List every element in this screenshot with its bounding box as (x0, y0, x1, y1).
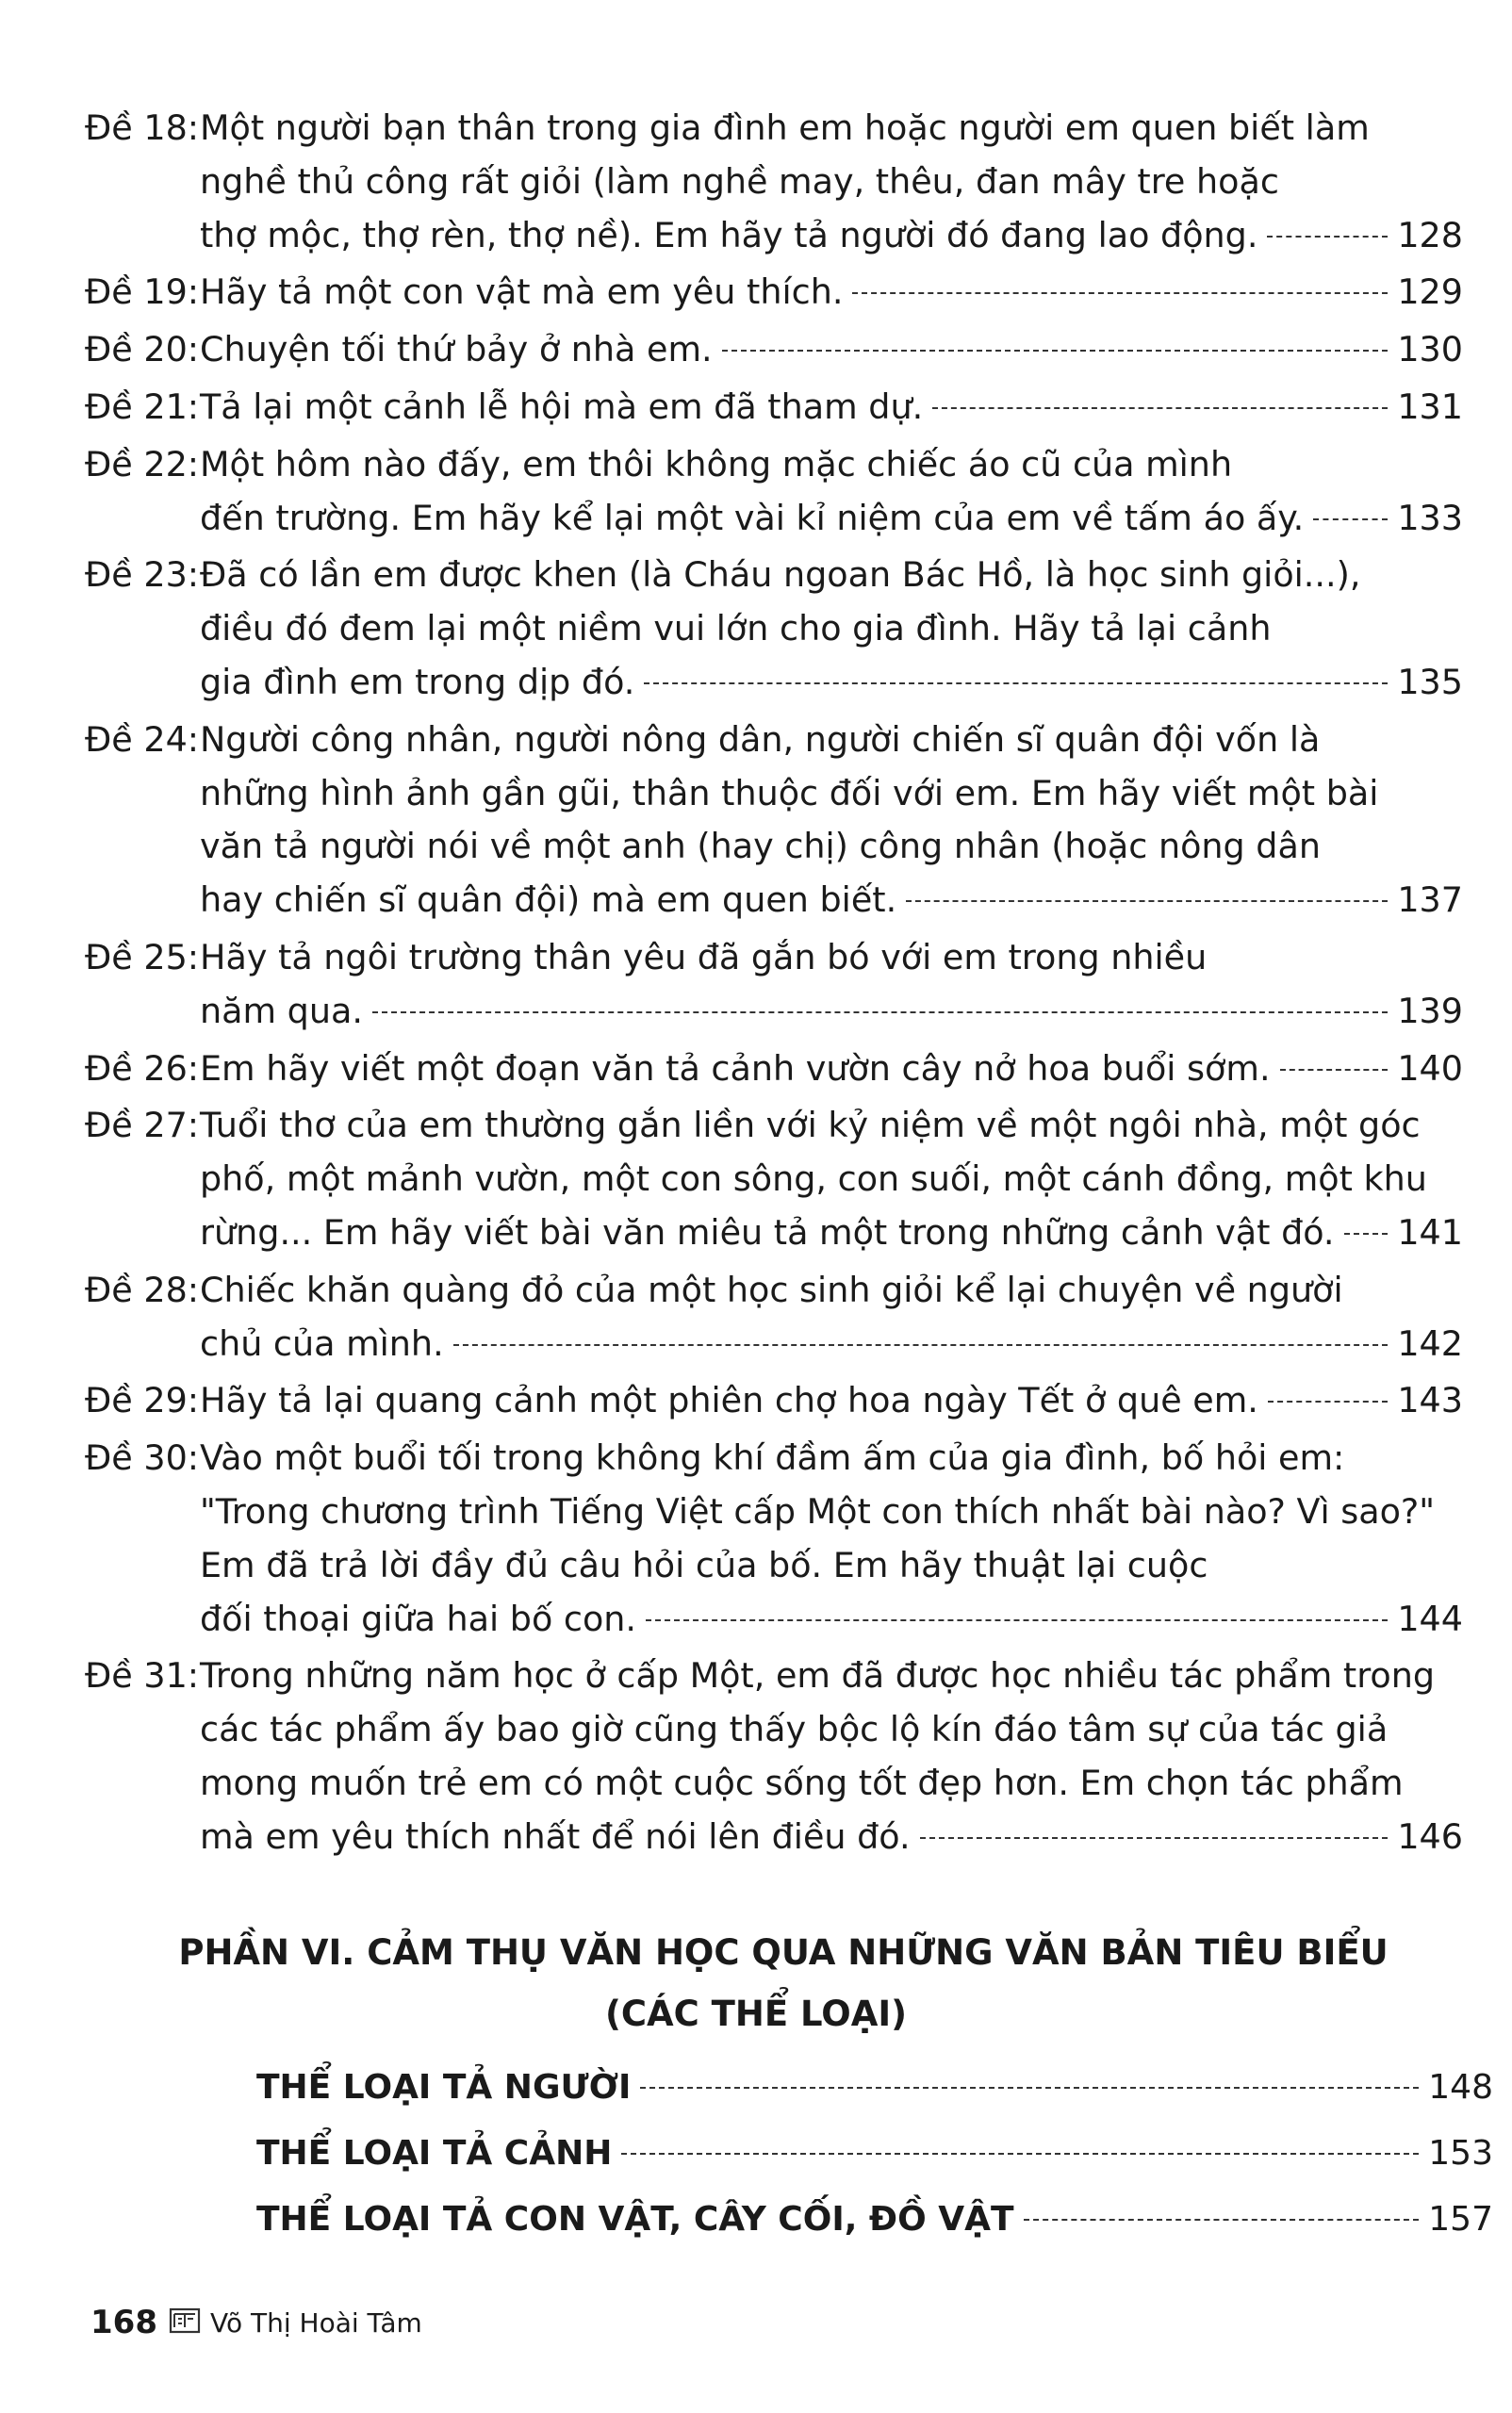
part-title: PHẦN VI. CẢM THỤ VĂN HỌC QUA NHỮNG VĂN BẢN TIÊU BIỂU (178, 1932, 1389, 1973)
entry-line-text: đến trường. Em hãy kể lại một vài kỉ niệm của em về tấm áo ấy. (200, 497, 1305, 538)
entry-line-text: Tả lại một cảnh lễ hội mà em đã tham dự. (200, 386, 924, 427)
toc-entry (85, 931, 1493, 1039)
entry-number: Đề 29: (85, 1380, 200, 1421)
dot-leader (1344, 1233, 1389, 1235)
entry-number: Đề 20: (85, 329, 200, 370)
entry-number: Đề 25: (85, 936, 200, 977)
entry-line: Tuổi thơ của em thường gắn liền với kỷ niệm về một ngôi nhà, một góc (200, 1105, 1421, 1146)
entry-line (200, 1811, 1463, 1864)
entry-page: 137 (1397, 879, 1463, 921)
dot-leader (1280, 1069, 1389, 1071)
genre-label: THỂ LOẠI TẢ CẢNH (256, 2134, 613, 2173)
toc-entry (85, 714, 1493, 927)
page-footer (90, 2304, 422, 2341)
entry-title (200, 1042, 1463, 1096)
genre-page: 153 (1428, 2134, 1493, 2173)
dot-leader (372, 1011, 1388, 1013)
genre-list (256, 2055, 1493, 2253)
entry-title (200, 323, 1463, 377)
entry-title (200, 102, 1463, 262)
entry-line: những hình ảnh gần gũi, thân thuộc đối với em. Em hãy viết một bài (200, 772, 1379, 813)
entry-page: 128 (1397, 214, 1463, 255)
dot-leader (1267, 236, 1388, 238)
entry-page: 130 (1397, 329, 1463, 370)
entry-number: Đề 27: (85, 1105, 200, 1146)
entry-title (200, 1650, 1463, 1863)
entry-line: Đã có lần em được khen (là Cháu ngoan Bác Hồ, là học sinh giỏi...), (200, 554, 1361, 596)
entry-line-text: năm qua. (200, 990, 363, 1031)
dot-leader (646, 1619, 1388, 1621)
entry-number: Đề 22: (85, 443, 200, 484)
entry-line (200, 266, 1463, 320)
entry-title (200, 714, 1463, 927)
entry-line-text: gia đình em trong dịp đó. (200, 661, 635, 702)
genre-label: THỂ LOẠI TẢ CON VẬT, CÂY CỐI, ĐỒ VẬT (256, 2200, 1014, 2239)
entry-line-text: rừng... Em hãy viết bài văn miêu tả một trong những cảnh vật đó. (200, 1211, 1335, 1253)
entry-line: văn tả người nói về một anh (hay chị) công nhân (hoặc nông dân (200, 826, 1321, 867)
dot-leader (644, 682, 1388, 684)
part-subtitle: (CÁC THỂ LOẠI) (604, 1994, 908, 2034)
genre-entry (256, 2121, 1493, 2187)
toc-entry (85, 1650, 1493, 1863)
entry-title (200, 381, 1463, 435)
dot-leader (640, 2087, 1419, 2089)
entry-title (200, 549, 1463, 709)
entry-title (200, 1432, 1463, 1646)
entry-page: 146 (1397, 1815, 1463, 1857)
entry-line: Trong những năm học ở cấp Một, em đã được học nhiều tác phẩm trong (200, 1655, 1436, 1697)
entry-line: Một hôm nào đấy, em thôi không mặc chiếc áo cũ của mình (200, 443, 1233, 484)
entry-line: Chiếc khăn quàng đỏ của một học sinh giỏi kể lại chuyện về người (200, 1269, 1343, 1310)
toc-entry (85, 381, 1493, 435)
entry-page: 143 (1397, 1380, 1463, 1421)
entry-line-text: Hãy tả lại quang cảnh một phiên chợ hoa ngày Tết ở quê em. (200, 1380, 1258, 1421)
entry-line: "Trong chương trình Tiếng Việt cấp Một con thích nhất bài nào? Vì sao?" (200, 1490, 1436, 1532)
entry-number: Đề 26: (85, 1047, 200, 1089)
entry-line: phố, một mảnh vườn, một con sông, con suối, một cánh đồng, một khu (200, 1158, 1427, 1200)
entry-line: Vào một buổi tối trong không khí đầm ấm của gia đình, bố hỏi em: (200, 1437, 1345, 1479)
entry-line-text: đối thoại giữa hai bố con. (200, 1598, 637, 1639)
entry-number: Đề 31: (85, 1655, 200, 1697)
dot-leader (1268, 1401, 1388, 1403)
dot-leader (852, 292, 1388, 294)
dot-leader (932, 407, 1388, 409)
entry-line: các tác phẩm ấy bao giờ cũng thấy bộc lộ kín đáo tâm sự của tác giả (200, 1709, 1389, 1750)
entry-line (200, 323, 1463, 377)
entry-title (200, 266, 1463, 320)
entry-number: Đề 19: (85, 271, 200, 313)
toc-entry (85, 1042, 1493, 1096)
entry-line (200, 492, 1463, 546)
entry-line: mong muốn trẻ em có một cuộc sống tốt đẹp hơn. Em chọn tác phẩm (200, 1762, 1404, 1803)
genre-entry (256, 2055, 1493, 2121)
entry-number: Đề 18: (85, 107, 200, 148)
entry-title (200, 931, 1463, 1039)
entry-line-text: Chuyện tối thứ bảy ở nhà em. (200, 329, 713, 370)
entry-page: 141 (1397, 1211, 1463, 1253)
table-of-contents (85, 102, 1493, 1868)
entry-title (200, 1264, 1463, 1371)
author-name: Võ Thị Hoài Tâm (209, 2306, 422, 2339)
entry-line (200, 209, 1463, 263)
entry-line (200, 985, 1463, 1039)
toc-entry (85, 438, 1493, 546)
toc-entry (85, 102, 1493, 262)
entry-line: Người công nhân, người nông dân, người chiến sĩ quân đội vốn là (200, 718, 1321, 760)
entry-line-text: chủ của mình. (200, 1322, 444, 1364)
entry-line-text: mà em yêu thích nhất để nói lên điều đó. (200, 1815, 911, 1857)
entry-line: nghề thủ công rất giỏi (làm nghề may, thêu, đan mây tre hoặc (200, 160, 1279, 202)
dot-leader (1313, 518, 1388, 520)
genre-entry (256, 2187, 1493, 2253)
page-number: 168 (90, 2304, 157, 2341)
entry-line-text: thợ mộc, thợ rèn, thợ nề). Em hãy tả người đó đang lao động. (200, 214, 1258, 255)
entry-line (200, 381, 1463, 435)
dot-leader (453, 1344, 1389, 1346)
dot-leader (920, 1837, 1389, 1839)
genre-label: THỂ LOẠI TẢ NGƯỜI (256, 2068, 632, 2107)
toc-entry (85, 1264, 1493, 1371)
entry-number: Đề 30: (85, 1437, 200, 1479)
entry-page: 131 (1397, 386, 1463, 427)
toc-entry (85, 1099, 1493, 1259)
toc-entry (85, 266, 1493, 320)
entry-line-text: Em hãy viết một đoạn văn tả cảnh vườn cây nở hoa buổi sớm. (200, 1047, 1271, 1089)
entry-line: Em đã trả lời đầy đủ câu hỏi của bố. Em hãy thuật lại cuộc (200, 1544, 1208, 1585)
book-logo-icon (169, 2306, 201, 2339)
entry-page: 129 (1397, 271, 1463, 313)
dot-leader (722, 350, 1389, 352)
entry-line (200, 1042, 1463, 1096)
entry-line (200, 656, 1463, 710)
entry-page: 144 (1397, 1598, 1463, 1639)
entry-line: điều đó đem lại một niềm vui lớn cho gia đình. Hãy tả lại cảnh (200, 608, 1272, 649)
toc-entry (85, 1432, 1493, 1646)
entry-number: Đề 21: (85, 386, 200, 427)
entry-line (200, 1593, 1463, 1647)
toc-entry (85, 1374, 1493, 1428)
entry-number: Đề 23: (85, 554, 200, 596)
entry-page: 133 (1397, 497, 1463, 538)
entry-line-text: Hãy tả một con vật mà em yêu thích. (200, 271, 844, 313)
entry-line-text: hay chiến sĩ quân đội) mà em quen biết. (200, 879, 897, 921)
toc-entry (85, 549, 1493, 709)
entry-line (200, 1374, 1463, 1428)
entry-page: 139 (1397, 990, 1463, 1031)
entry-title (200, 1099, 1463, 1259)
entry-number: Đề 24: (85, 718, 200, 760)
entry-line: Một người bạn thân trong gia đình em hoặc người em quen biết làm (200, 107, 1370, 148)
entry-line (200, 1318, 1463, 1371)
dot-leader (906, 900, 1388, 902)
entry-line (200, 874, 1463, 927)
genre-page: 157 (1428, 2200, 1493, 2239)
genre-page: 148 (1428, 2068, 1493, 2107)
entry-page: 142 (1397, 1322, 1463, 1364)
entry-line: Hãy tả ngôi trường thân yêu đã gắn bó với em trong nhiều (200, 936, 1208, 977)
entry-page: 140 (1397, 1047, 1463, 1089)
toc-entry (85, 323, 1493, 377)
dot-leader (1024, 2219, 1420, 2221)
entry-title (200, 438, 1463, 546)
entry-title (200, 1374, 1463, 1428)
entry-page: 135 (1397, 661, 1463, 702)
dot-leader (621, 2153, 1419, 2155)
entry-line (200, 1206, 1463, 1260)
entry-number: Đề 28: (85, 1269, 200, 1310)
